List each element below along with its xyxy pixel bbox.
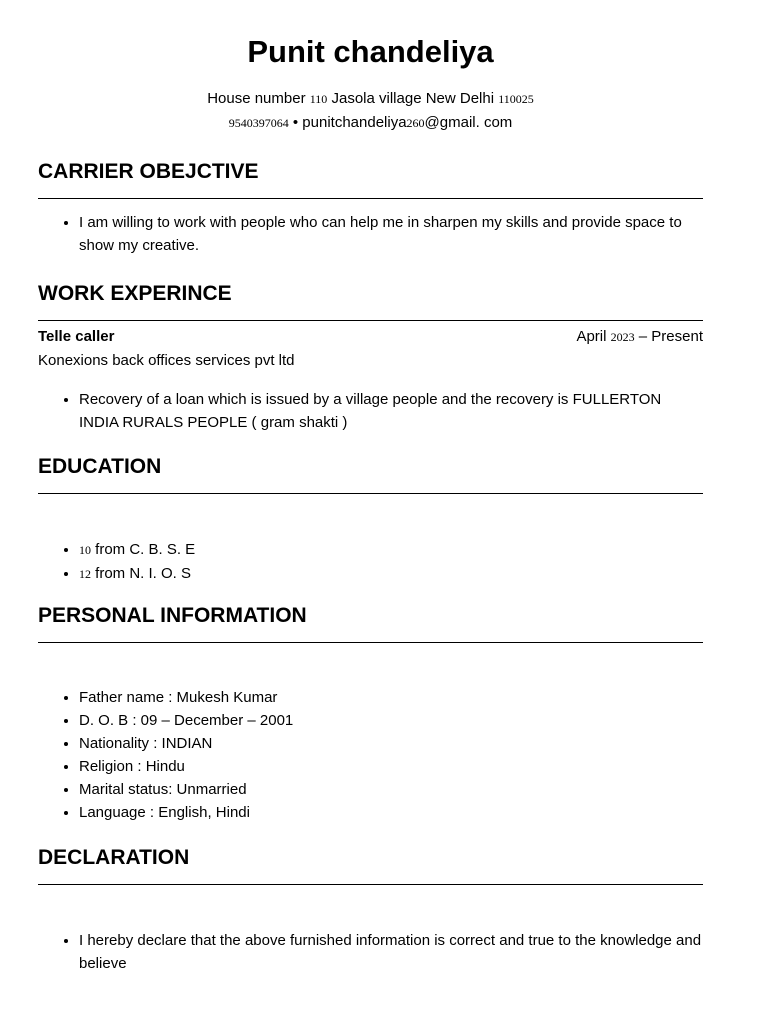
candidate-name: Punit chandeliya xyxy=(247,34,494,69)
job-date-year: 2023 xyxy=(610,330,635,344)
house-number: 110 xyxy=(309,92,328,106)
phone-email-line xyxy=(38,111,703,135)
list-item xyxy=(79,538,703,562)
list-item: • Marital status: Unmarried xyxy=(79,778,703,801)
list-item: • Nationality : INDIAN xyxy=(79,732,703,755)
list-item: • Recovery of a loan which is issued by a village people and the recovery is FULLERTON INDIA RURALS PEOPLE ( gram shakti ) xyxy=(79,388,703,434)
personal-list xyxy=(38,686,703,824)
company-name: Konexions back offices services pvt ltd xyxy=(38,352,295,369)
list-item: • Father name : Mukesh Kumar xyxy=(79,686,703,709)
education-level: 10 xyxy=(79,543,91,557)
job-dates xyxy=(576,325,703,349)
list-item: • I hereby declare that the above furnished information is correct and true to the knowledge and believe xyxy=(79,929,703,975)
objective-list xyxy=(38,211,703,257)
experience-heading: WORK EXPERINCE xyxy=(38,280,703,321)
job-title: Telle caller xyxy=(38,328,115,345)
email-number[interactable]: 260 xyxy=(406,116,425,130)
job-header xyxy=(38,325,703,349)
education-level: 12 xyxy=(79,567,91,581)
email-prefix[interactable]: punitchandeliya xyxy=(302,114,407,131)
personal-heading: PERSONAL INFORMATION xyxy=(38,602,703,643)
address-prefix: House number xyxy=(207,90,310,107)
objective-heading: CARRIER OBEJCTIVE xyxy=(38,158,703,199)
contact-separator: • xyxy=(288,114,303,131)
job-date-month: April xyxy=(576,328,611,345)
education-board: from C. B. S. E xyxy=(91,541,196,558)
pin-code: 110025 xyxy=(498,92,534,106)
list-item: • I am willing to work with people who can help me in sharpen my skills and provide space to show my creative. xyxy=(79,211,703,257)
experience-list xyxy=(38,388,703,434)
section-declaration xyxy=(38,844,703,975)
contact-block xyxy=(38,87,703,135)
declaration-list xyxy=(38,929,703,975)
list-item: • Religion : Hindu xyxy=(79,755,703,778)
phone-number: 9540397064 xyxy=(228,116,289,130)
list-item: • Language : English, Hindi xyxy=(79,801,703,824)
list-item xyxy=(79,562,703,586)
section-personal xyxy=(38,602,703,824)
section-experience xyxy=(38,280,703,434)
section-education xyxy=(38,453,703,586)
section-objective xyxy=(38,158,703,257)
education-board: from N. I. O. S xyxy=(91,565,192,582)
address-line xyxy=(38,87,703,111)
job-date-end: – Present xyxy=(634,328,703,345)
declaration-heading: DECLARATION xyxy=(38,844,703,885)
education-heading: EDUCATION xyxy=(38,453,703,494)
address-locality: Jasola village New Delhi xyxy=(327,90,499,107)
email-domain[interactable]: @gmail. com xyxy=(424,114,513,131)
education-list xyxy=(38,538,703,586)
list-item: • D. O. B : 09 – December – 2001 xyxy=(79,709,703,732)
